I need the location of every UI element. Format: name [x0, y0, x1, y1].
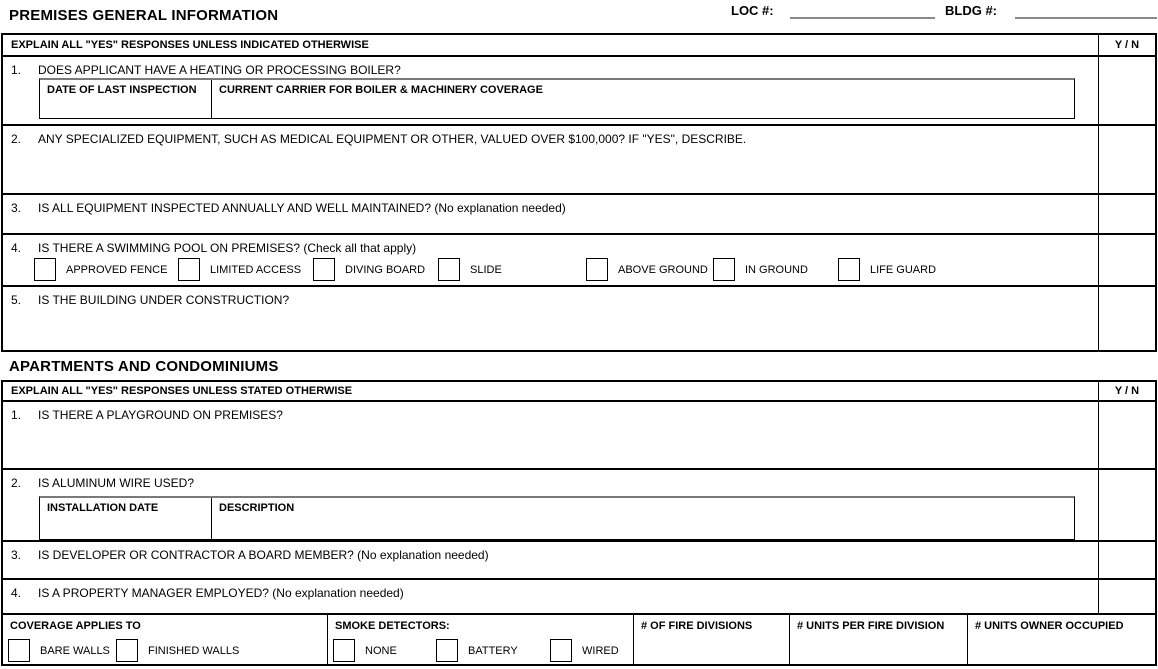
question-text: IS THERE A PLAYGROUND ON PREMISES? — [38, 408, 283, 422]
row-q4-swimming-pool — [3, 235, 1155, 287]
fire-divisions-cell[interactable] — [633, 615, 789, 664]
checkbox-label: ABOVE GROUND — [618, 263, 708, 276]
checkbox-wired[interactable] — [550, 639, 572, 662]
units-per-fire-division-cell[interactable] — [789, 615, 967, 664]
question-text: IS ALL EQUIPMENT INSPECTED ANNUALLY AND WELL MAINTAINED? (No explanation needed) — [38, 201, 566, 215]
apartments-table — [1, 380, 1157, 666]
yn-answer-q4[interactable] — [1098, 580, 1155, 613]
installation-date-cell[interactable] — [40, 498, 212, 539]
description-cell[interactable] — [212, 498, 1074, 539]
question-number: 4. — [11, 241, 22, 255]
row-q2-specialized-equipment[interactable] — [3, 126, 1155, 195]
row-q3-equipment-inspected — [3, 195, 1155, 235]
row-q1-playground[interactable] — [3, 402, 1155, 470]
premises-table — [1, 33, 1157, 352]
apartments-header-text: EXPLAIN ALL "YES" RESPONSES UNLESS STATED OTHERWISE — [11, 385, 353, 397]
checkbox-approved-fence[interactable] — [34, 258, 56, 281]
checkbox-in-ground[interactable] — [713, 258, 735, 281]
question-text: DOES APPLICANT HAVE A HEATING OR PROCESSING BOILER? — [38, 63, 401, 77]
loc-number-label: LOC #: — [731, 3, 774, 18]
current-carrier-label: CURRENT CARRIER FOR BOILER & MACHINERY COVERAGE — [219, 84, 543, 96]
premises-header-text: EXPLAIN ALL "YES" RESPONSES UNLESS INDICATED OTHERWISE — [11, 39, 369, 51]
question-number: 2. — [11, 476, 22, 490]
question-number: 3. — [11, 548, 22, 562]
checkbox-label: NONE — [365, 644, 397, 657]
date-last-inspection-label: DATE OF LAST INSPECTION — [47, 84, 197, 96]
checkbox-battery[interactable] — [436, 639, 458, 662]
question-text: ANY SPECIALIZED EQUIPMENT, SUCH AS MEDICAL EQUIPMENT OR OTHER, VALUED OVER $100,000? IF "YES", DESCRIBE. — [38, 132, 747, 146]
checkbox-bare-walls[interactable] — [8, 639, 30, 662]
checkbox-slide[interactable] — [438, 258, 460, 281]
checkbox-limited-access[interactable] — [178, 258, 200, 281]
row-q2-aluminum-wire — [3, 470, 1155, 542]
yn-answer-q4[interactable] — [1098, 235, 1155, 285]
apartments-header-row — [3, 382, 1155, 402]
question-number: 4. — [11, 586, 22, 600]
yn-column-header: Y / N — [1098, 382, 1155, 400]
checkbox-label: WIRED — [582, 644, 619, 657]
coverage-applies-cell — [3, 615, 327, 664]
coverage-smoke-row — [3, 615, 1155, 664]
boiler-subtable — [39, 78, 1075, 119]
checkbox-label: LIMITED ACCESS — [210, 263, 302, 276]
checkbox-diving-board[interactable] — [313, 258, 335, 281]
row-q5-under-construction[interactable] — [3, 287, 1155, 350]
question-text: IS A PROPERTY MANAGER EMPLOYED? (No explanation needed) — [38, 586, 404, 600]
question-number: 5. — [11, 293, 22, 307]
checkbox-finished-walls[interactable] — [116, 639, 138, 662]
checkbox-label: DIVING BOARD — [345, 263, 426, 276]
loc-number-input-line[interactable] — [790, 17, 935, 19]
checkbox-label: BATTERY — [468, 644, 518, 657]
aluminum-wire-subtable — [39, 496, 1075, 540]
yn-answer-q3[interactable] — [1098, 195, 1155, 233]
question-number: 1. — [11, 408, 22, 422]
smoke-detectors-cell — [327, 615, 633, 664]
coverage-applies-label: COVERAGE APPLIES TO — [10, 620, 141, 632]
yn-answer-q3[interactable] — [1098, 542, 1155, 578]
current-carrier-cell[interactable] — [212, 80, 1074, 118]
checkbox-above-ground[interactable] — [586, 258, 608, 281]
checkbox-label: FINISHED WALLS — [148, 644, 240, 657]
installation-date-label: INSTALLATION DATE — [47, 502, 159, 514]
yn-answer-q2[interactable] — [1098, 126, 1155, 193]
row-q4-property-manager — [3, 580, 1155, 615]
question-number: 1. — [11, 63, 22, 77]
fire-divisions-label: # OF FIRE DIVISIONS — [641, 620, 753, 632]
date-last-inspection-cell[interactable] — [40, 80, 212, 118]
checkbox-label: APPROVED FENCE — [66, 263, 168, 276]
units-owner-occupied-cell[interactable] — [967, 615, 1155, 664]
checkbox-label: LIFE GUARD — [870, 263, 937, 276]
row-q1-boiler — [3, 57, 1155, 126]
bldg-number-input-line[interactable] — [1015, 17, 1157, 19]
checkbox-label: IN GROUND — [745, 263, 808, 276]
row-q3-developer-board-member — [3, 542, 1155, 580]
question-text: IS DEVELOPER OR CONTRACTOR A BOARD MEMBER? (No explanation needed) — [38, 548, 489, 562]
yn-answer-q1[interactable] — [1098, 402, 1155, 468]
checkbox-life-guard[interactable] — [838, 258, 860, 281]
yn-answer-q5[interactable] — [1098, 287, 1155, 350]
section2-title: APARTMENTS AND CONDOMINIUMS — [9, 358, 279, 375]
premises-header-row — [3, 35, 1155, 57]
question-number: 3. — [11, 201, 22, 215]
checkbox-none[interactable] — [333, 639, 355, 662]
bldg-number-label: BLDG #: — [945, 3, 997, 18]
checkbox-label: BARE WALLS — [40, 644, 110, 657]
yn-column-header: Y / N — [1098, 35, 1155, 55]
question-text: IS THE BUILDING UNDER CONSTRUCTION? — [38, 293, 290, 307]
question-number: 2. — [11, 132, 22, 146]
units-per-fire-division-label: # UNITS PER FIRE DIVISION — [797, 620, 945, 632]
yn-answer-q2[interactable] — [1098, 470, 1155, 540]
section1-title: PREMISES GENERAL INFORMATION — [9, 7, 279, 24]
checkbox-label: SLIDE — [470, 263, 502, 276]
question-text: IS ALUMINUM WIRE USED? — [38, 476, 195, 490]
units-owner-occupied-label: # UNITS OWNER OCCUPIED — [975, 620, 1124, 632]
description-label: DESCRIPTION — [219, 502, 295, 514]
smoke-detectors-label: SMOKE DETECTORS: — [335, 620, 450, 632]
question-text: IS THERE A SWIMMING POOL ON PREMISES? (Check all that apply) — [38, 241, 417, 255]
yn-answer-q1[interactable] — [1098, 57, 1155, 124]
